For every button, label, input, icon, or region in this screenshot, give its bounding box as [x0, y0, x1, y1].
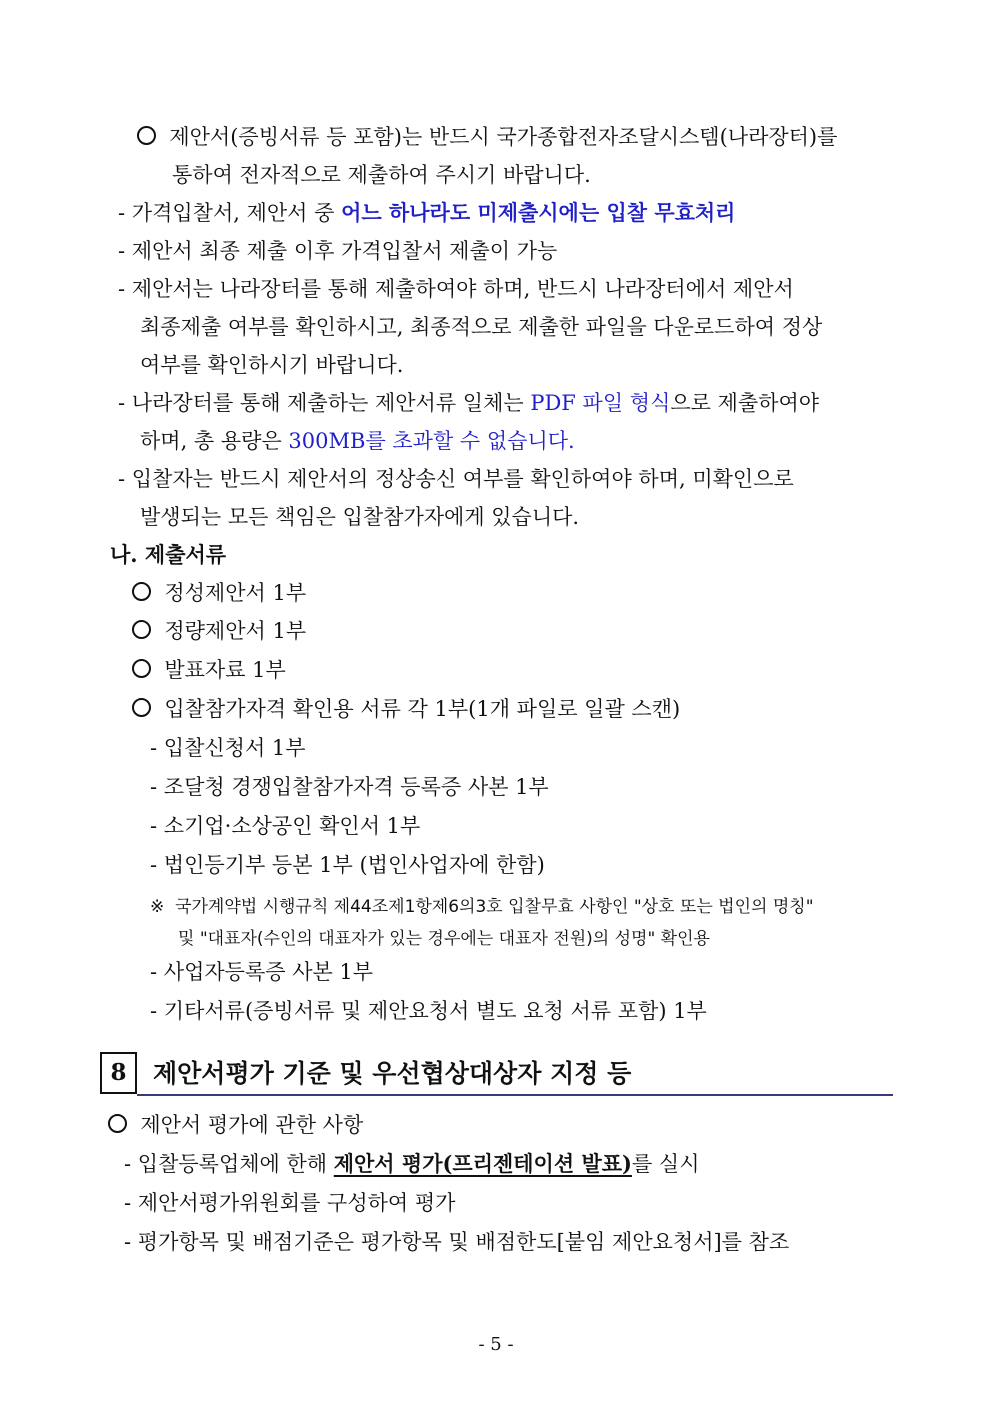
circle-bullet-icon [132, 659, 151, 678]
intro-line-1: 제안서(증빙서류 등 포함)는 반드시 국가종합전자조달시스템(나라장터)를 [137, 122, 837, 152]
circle-bullet-icon [137, 126, 156, 145]
reference-mark-icon: ※ [150, 897, 165, 917]
page-number: - 5 - [478, 1334, 514, 1355]
note-3-line-2: 최종제출 여부를 확인하시고, 최종적으로 제출한 파일을 다운로드하여 정상 [140, 315, 823, 339]
intro-line-2: 통하여 전자적으로 제출하여 주시기 바랍니다. [172, 163, 591, 187]
submission-sub-item: - 입찰신청서 1부 [150, 736, 306, 760]
submission-sub-item: - 법인등기부 등본 1부 (법인사업자에 한함) [150, 853, 545, 877]
evaluation-item-1: - 입찰등록업체에 한해 제안서 평가(프리젠테이션 발표)를 실시 [124, 1151, 700, 1176]
submission-sub-item: - 사업자등록증 사본 1부 [150, 960, 374, 984]
section-title: 제안서평가 기준 및 우선협상대상자 지정 등 [153, 1059, 632, 1088]
remark-line-2: 및 "대표자(수인의 대표자가 있는 경우에는 대표자 전원)의 성명" 확인용 [178, 929, 710, 949]
evaluation-item-2: - 제안서평가위원회를 구성하여 평가 [124, 1191, 456, 1215]
note-2: - 제안서 최종 제출 이후 가격입찰서 제출이 가능 [118, 239, 558, 263]
note-4-line-2: 하며, 총 용량은 300MB를 초과할 수 없습니다. [140, 429, 575, 453]
submission-item: 정성제안서 1부 [132, 578, 306, 608]
submission-heading: 나. 제출서류 [110, 542, 227, 567]
circle-bullet-icon [108, 1114, 127, 1133]
circle-bullet-icon [132, 698, 151, 717]
section-number-box: 8 [100, 1052, 137, 1094]
pdf-format-highlight: PDF 파일 형식 [530, 391, 671, 415]
note-5-line-2: 발생되는 모든 책임은 입찰참가자에게 있습니다. [140, 505, 580, 529]
submission-item: 입찰참가자격 확인용 서류 각 1부(1개 파일로 일괄 스캔) [132, 694, 680, 724]
presentation-evaluation-highlight: 제안서 평가(프리젠테이션 발표) [333, 1151, 632, 1176]
evaluation-heading: 제안서 평가에 관한 사항 [108, 1110, 363, 1140]
submission-sub-item: - 조달청 경쟁입찰참가자격 등록증 사본 1부 [150, 775, 549, 799]
submission-sub-item: - 기타서류(증빙서류 및 제안요청서 별도 요청 서류 포함) 1부 [150, 999, 707, 1023]
remark-line-1: ※ 국가계약법 시행규칙 제44조제1항제6의3호 입찰무효 사항인 "상호 또는 법인의 명칭" [150, 897, 814, 917]
note-3-line-1: - 제안서는 나라장터를 통해 제출하여야 하며, 반드시 나라장터에서 제안서 [118, 277, 794, 301]
note-4-line-1: - 나라장터를 통해 제출하는 제안서류 일체는 PDF 파일 형식으로 제출하여야 [118, 391, 820, 415]
note-1: - 가격입찰서, 제안서 중 어느 하나라도 미제출시에는 입찰 무효처리 [118, 200, 736, 225]
note-5-line-1: - 입찰자는 반드시 제안서의 정상송신 여부를 확인하여야 하며, 미확인으로 [118, 467, 794, 491]
submission-sub-item: - 소기업·소상공인 확인서 1부 [150, 814, 421, 838]
note-3-line-3: 여부를 확인하시기 바랍니다. [140, 353, 404, 377]
circle-bullet-icon [132, 620, 151, 639]
circle-bullet-icon [132, 582, 151, 601]
submission-item: 발표자료 1부 [132, 655, 286, 685]
evaluation-item-3: - 평가항목 및 배점기준은 평가항목 및 배점한도[붙임 제안요청서]를 참조 [124, 1230, 790, 1254]
size-limit-highlight: 300MB를 초과할 수 없습니다. [288, 429, 575, 453]
invalid-bid-warning: 어느 하나라도 미제출시에는 입찰 무효처리 [341, 200, 736, 225]
section-underline [137, 1094, 893, 1096]
submission-item: 정량제안서 1부 [132, 616, 306, 646]
